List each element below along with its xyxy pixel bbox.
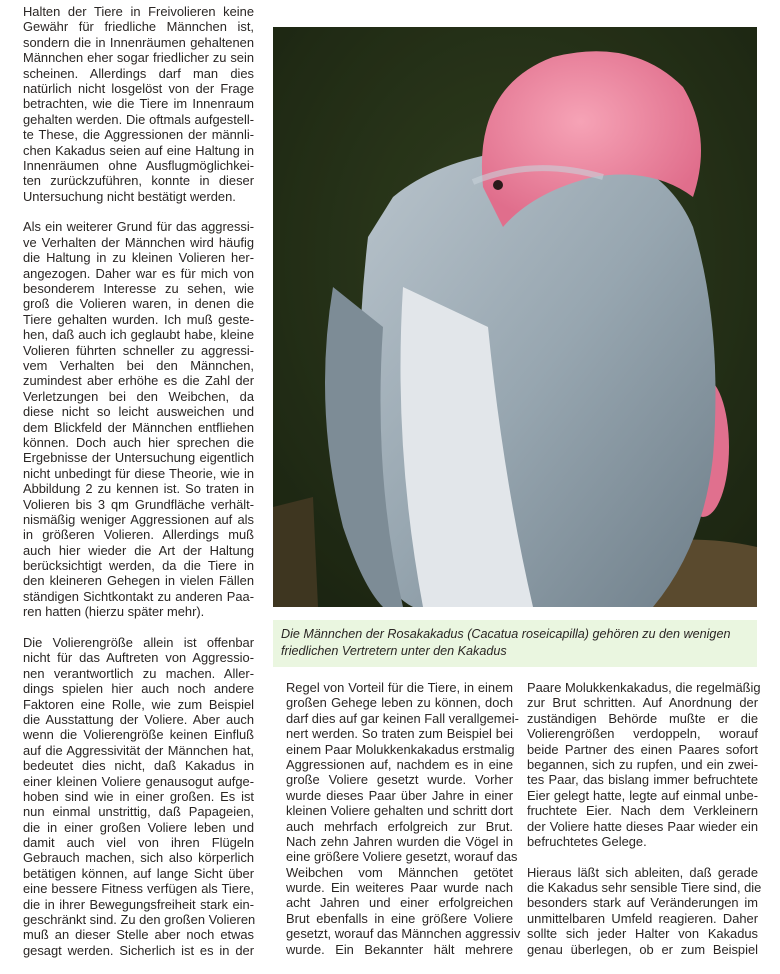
caption-line: Die Männchen der Rosakakadus (Cacatua roseicapilla) gehören zu den wenigen bbox=[281, 627, 731, 641]
text-line: Weibchen vom Männchen getötet bbox=[286, 864, 513, 880]
text-line: acht Jahren und einer erfolgreichen bbox=[286, 895, 513, 911]
text-line: Eier gelegt hatte, legte auf einmal unbe- bbox=[527, 787, 758, 803]
text-line: berücksichtigt werden, da die Tiere in bbox=[23, 558, 254, 574]
text-line: unmittelbaren Umfeld reagieren. Daher bbox=[527, 910, 758, 926]
text-line: Männchen eher sogar friedlicher zu sein bbox=[23, 50, 254, 66]
text-line: Halten der Tiere in Freivolieren keine bbox=[23, 4, 254, 19]
text-line: gesetzt, worauf das Männchen aggressiv bbox=[286, 926, 521, 942]
text-line: die in einer großen Voliere leben und bbox=[23, 819, 254, 835]
text-line: begannen, sich zu rupfen, und ein zwei- bbox=[527, 756, 758, 772]
text-line: besonderem Interesse zu sehen, wie bbox=[23, 281, 254, 297]
text-line: auch mehrfach erfolgreich zur Brut. bbox=[286, 818, 513, 834]
text-line: die Ausstattung der Voliere. Aber auch bbox=[23, 711, 254, 727]
text-line: große Voliere gesetzt wurde. Vorher bbox=[286, 772, 513, 788]
text-line: wurde dieses Paar über Jahre in einer bbox=[286, 787, 513, 803]
text-line: Die Volierengröße allein ist offenbar bbox=[23, 635, 254, 651]
text-line: gesagt werden. Sicherlich ist es in der bbox=[23, 942, 254, 958]
text-line: nicht unbedingt für diese Theorie, wie in bbox=[23, 465, 254, 481]
text-line: wenn die Volierengröße keinen Einfluß bbox=[23, 727, 254, 743]
text-line: groß die Volieren waren, in denen die bbox=[23, 296, 254, 312]
text-line: Volierengrößen verdoppeln, worauf bbox=[527, 726, 758, 742]
text-line: zur Brut schritten. Auf Anordnung der bbox=[527, 695, 758, 711]
text-line: Gebrauch machen, sich also körperlich bbox=[23, 850, 254, 866]
text-line: zuständigen Behörde mußte er die bbox=[527, 710, 758, 726]
text-line: die Kakadus sehr sensible Tiere sind, die bbox=[527, 880, 762, 896]
text-column-left bbox=[23, 4, 254, 974]
photo-caption bbox=[273, 620, 757, 667]
text-line: einem Paar Molukkenkakadus erstmalig bbox=[286, 741, 515, 757]
text-line: Gewähr für friedliche Männchen ist, bbox=[23, 19, 254, 35]
text-line: Als ein weiterer Grund für das aggressi- bbox=[23, 219, 254, 235]
paragraph bbox=[23, 219, 254, 619]
text-line: nert werden. So traten zum Beispiel bei bbox=[286, 726, 513, 742]
text-column-middle bbox=[286, 680, 521, 972]
text-line: Ergebnisse der Untersuchung eigentlich bbox=[23, 450, 254, 466]
text-line: vem Verhalten bei den Männchen, bbox=[23, 357, 254, 373]
text-line: Verletzungen bei den Weibchen, da bbox=[23, 388, 254, 404]
text-line: Volieren bis 3 qm Grundfläche verhält- bbox=[23, 496, 254, 512]
text-line: tes Paar, das bislang immer befruchtete bbox=[527, 772, 758, 788]
text-line: fruchtete Eier. Nach dem Verkleinern bbox=[527, 803, 758, 819]
text-line: Nach zehn Jahren wurden die Vögel in bbox=[286, 833, 513, 849]
paragraph bbox=[23, 4, 254, 204]
paragraph bbox=[527, 864, 762, 957]
text-line: te These, die Aggressionen der männli- bbox=[23, 127, 254, 143]
text-line: ren hatten (hierzu später mehr). bbox=[23, 604, 205, 620]
text-line: Hieraus läßt sich ableiten, daß gerade bbox=[527, 864, 758, 880]
text-line: dings spielen hier auch noch andere bbox=[23, 681, 254, 697]
paragraph bbox=[527, 680, 761, 849]
text-line: Tiere gehalten wurden. Ich muß geste- bbox=[23, 311, 254, 327]
text-line: beide Partner des einen Paares sofort bbox=[527, 741, 758, 757]
text-line: auf die Aggressivität der Männchen hat, bbox=[23, 742, 254, 758]
text-line: nen verantwortlich zu machen. Aller- bbox=[23, 665, 254, 681]
text-line: dem Blickfeld der Männchen entfliehen bbox=[23, 419, 254, 435]
text-line: die Haltung in zu kleinen Volieren her- bbox=[23, 250, 254, 266]
text-line: auch hier wieder die Art der Haltung bbox=[23, 542, 254, 558]
text-line: Paare Molukkenkakadus, die regelmäßig bbox=[527, 680, 761, 695]
text-line: in größeren Volieren. Allerdings muß bbox=[23, 527, 254, 543]
text-line: eine bessere Fitness verfügen als Tiere, bbox=[23, 881, 254, 897]
text-line: Innenräumen ohne Ausflugmöglichkei- bbox=[23, 157, 254, 173]
text-line: ständigen Sichtkontakt zu anderen Paa- bbox=[23, 588, 254, 604]
text-line: Aggressionen auf, nachdem es in eine bbox=[286, 756, 513, 772]
text-line: eine größere Voliere gesetzt, worauf das bbox=[286, 849, 518, 865]
text-line: wurde. Ein Bekannter hält mehrere bbox=[286, 941, 513, 957]
text-line: Faktoren eine Rolle, wie zum Beispiel bbox=[23, 696, 254, 712]
text-line: genau überlegen, ob er zum Beispiel bbox=[527, 941, 758, 957]
text-line: gehalten werden. Die oftmals aufgestell- bbox=[23, 111, 254, 127]
text-line: diese nicht so leicht ausweichen und bbox=[23, 404, 254, 420]
text-line: Volieren führten schneller zu aggressi- bbox=[23, 342, 254, 358]
text-line: chen Kakadus seien auf eine Haltung in bbox=[23, 142, 254, 158]
text-line: darf dies auf gar keinen Fall verallgemei- bbox=[286, 710, 519, 726]
text-line: Abbildung 2 zu kennen ist. So traten in bbox=[23, 481, 254, 497]
text-line: ve Verhalten der Männchen wird häufig bbox=[23, 234, 254, 250]
text-line: besonders stark auf Veränderungen im bbox=[527, 895, 758, 911]
text-line: hoben sind wie in einer großen. Es ist bbox=[23, 788, 254, 804]
text-line: sollte sich jeder Halter von Kakadus bbox=[527, 926, 758, 942]
text-line: geschränkt sind. Zu den großen Volieren bbox=[23, 912, 256, 928]
text-line: nun einmal unstrittig, daß Papageien, bbox=[23, 804, 254, 820]
text-line: kleinen Voliere gehalten und schritt dort bbox=[286, 803, 513, 819]
text-line: Brut ebenfalls in eine größere Voliere bbox=[286, 910, 513, 926]
text-line: einer kleinen Voliere genausogut aufge- bbox=[23, 773, 254, 789]
paragraph bbox=[23, 635, 254, 958]
text-line: damit auch viel von ihren Flügeln bbox=[23, 835, 254, 851]
text-line: scheinen. Allerdings darf man dies bbox=[23, 65, 254, 81]
text-line: befruchtetes Gelege. bbox=[527, 833, 647, 849]
text-line: nicht für das Auftreten von Aggressio- bbox=[23, 650, 254, 666]
caption-line: friedlichen Vertretern unter den Kakadus bbox=[281, 643, 507, 658]
text-line: betätigen können, auf lange Sicht über bbox=[23, 865, 254, 881]
text-line: nismäßig weniger Aggressionen auf als bbox=[23, 511, 254, 527]
text-line: angezogen. Daher war es für mich von bbox=[23, 265, 254, 281]
text-line: hen, daß auch ich geglaubt habe, kleine bbox=[23, 327, 254, 343]
text-line: den kleineren Gehegen in vielen Fällen bbox=[23, 573, 254, 589]
text-line: wurde. Ein weiteres Paar wurde nach bbox=[286, 880, 513, 896]
text-line: sondern die in Innenräumen gehaltenen bbox=[23, 34, 254, 50]
text-line: Untersuchung nicht bestätigt werden. bbox=[23, 188, 236, 204]
text-line: können. Doch auch hier sprechen die bbox=[23, 434, 254, 450]
text-line: muß an dieser Stelle aber noch etwas bbox=[23, 927, 254, 943]
text-line: bedeutet dies nicht, daß Kakadus in bbox=[23, 758, 254, 774]
text-line: der Voliere hatte dieses Paar wieder ein bbox=[527, 818, 758, 834]
text-line: zumindest aber erhöhe es die Zahl der bbox=[23, 373, 254, 389]
text-line: die in ihrer Bewegungsfreiheit stark ein- bbox=[23, 896, 254, 912]
text-column-right bbox=[527, 680, 762, 972]
text-line: Regel von Vorteil für die Tiere, in einem bbox=[286, 680, 513, 695]
paragraph bbox=[286, 680, 521, 957]
text-line: betrachten, wie die Tiere im Innenraum bbox=[23, 96, 254, 112]
text-line: großen Gehege leben zu können, doch bbox=[286, 695, 513, 711]
text-line: ten zurückzuführen, konnte in dieser bbox=[23, 173, 254, 189]
cockatoo-photo bbox=[273, 27, 757, 607]
text-line: natürlich nicht losgelöst von der Frage bbox=[23, 80, 254, 96]
